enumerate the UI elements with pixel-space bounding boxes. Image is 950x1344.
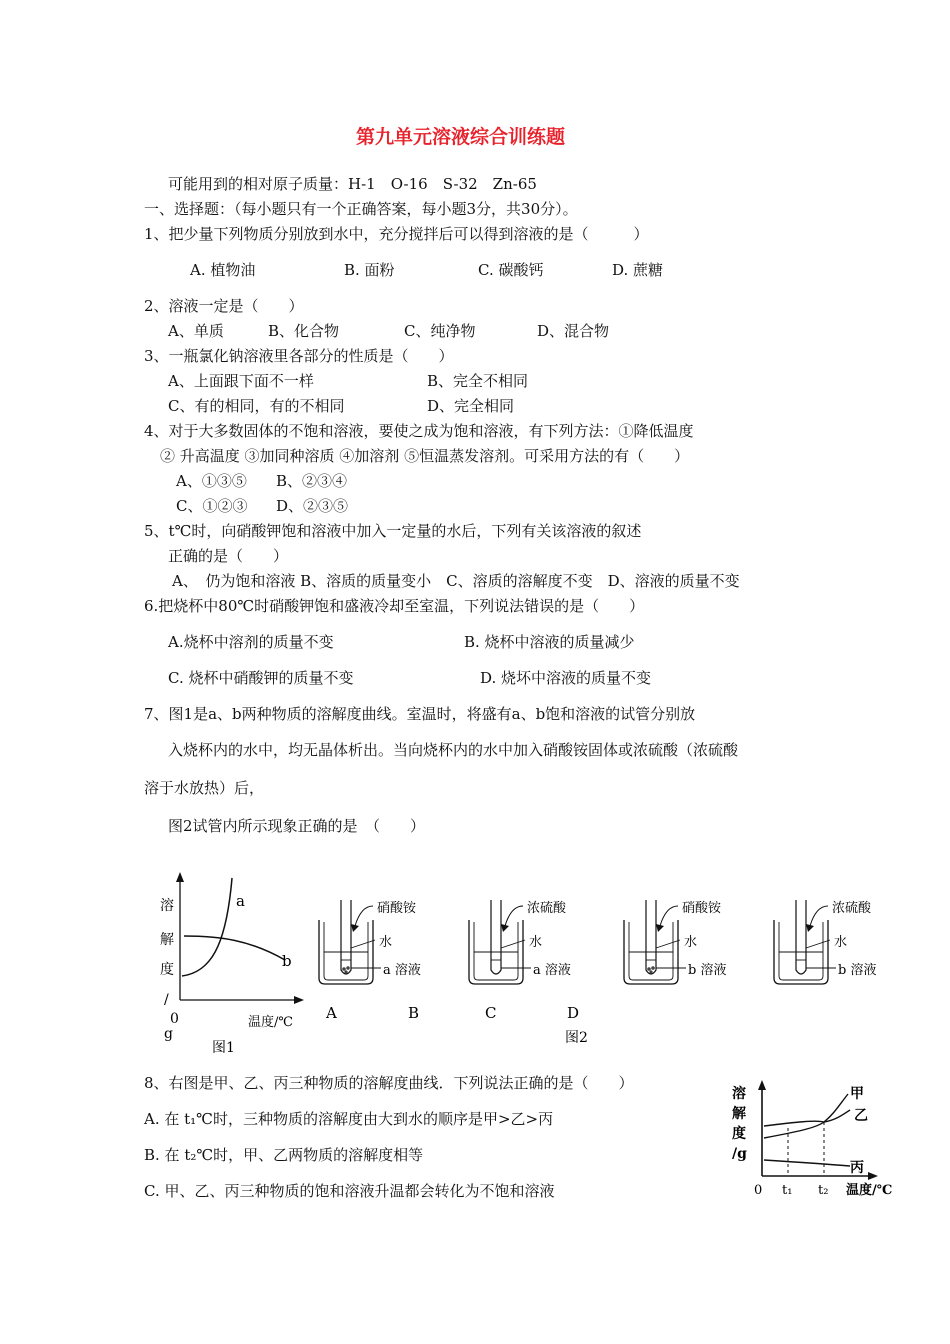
q1-option-a: A. 植物油 [190, 261, 256, 279]
option-letter-4: D [567, 1004, 580, 1022]
curve-b-label: b [282, 952, 292, 970]
pour-arrow-2 [505, 906, 523, 926]
test-tube-4 [796, 900, 806, 974]
fig3-label-yi: 乙 [854, 1108, 868, 1124]
q6-option-c: C. 烧杯中硝酸钾的质量不变 [168, 669, 354, 687]
q1-option-d: D. 蔗糖 [612, 261, 664, 279]
water-pointer-3 [656, 940, 680, 948]
pour-arrowhead-2 [501, 924, 509, 932]
solution-label-2: a 溶液 [533, 963, 571, 978]
test-tube-1 [341, 900, 351, 974]
q4-stem-line1: 4、对于大多数固体的不饱和溶液，要使之成为饱和溶液，有下列方法：①降低温度 [144, 422, 694, 440]
q2-option-c: C、纯净物 [404, 322, 476, 340]
q6-option-d: D. 烧坏中溶液的质量不变 [480, 669, 652, 687]
curve-b [184, 936, 285, 960]
q7-line1: 7、图1是a、b两种物质的溶解度曲线。室温时，将盛有a、b饱和溶液的试管分别放 [144, 705, 696, 723]
water-pointer-1 [351, 940, 375, 948]
test-tube-3 [646, 900, 656, 974]
pour-arrowhead-4 [806, 924, 814, 932]
q2-option-a: A、单质 [168, 322, 224, 340]
curve-a [182, 878, 232, 976]
pour-arrowhead-1 [351, 924, 359, 932]
fig3-ylabel-2: 解 [732, 1106, 746, 1122]
water-pointer-2 [501, 940, 525, 948]
q7-line4: 图2试管内所示现象正确的是 （ ） [168, 817, 426, 835]
q6-stem: 6.把烧杯中80℃时硝酸钾饱和盛液冷却至室温，下列说法错误的是（ ） [144, 597, 645, 615]
q4-option-d: D、②③⑤ [276, 497, 349, 515]
fig3-origin: 0 [754, 1183, 763, 1198]
reagent-label-3: 硝酸铵 [682, 901, 722, 916]
q6-option-a: A.烧杯中溶剂的质量不变 [168, 633, 334, 651]
q2-option-d: D、混合物 [537, 322, 610, 340]
q8-option-a: A. 在 t₁℃时，三种物质的溶解度由大到水的顺序是甲>乙>丙 [144, 1110, 554, 1128]
water-label-4: 水 [834, 935, 848, 950]
q8-stem: 8、右图是甲、乙、丙三种物质的溶解度曲线．下列说法正确的是（ ） [144, 1074, 634, 1092]
pour-arrow-3 [660, 906, 678, 926]
q4-option-c: C、①②③ [176, 497, 248, 515]
water-label-1: 水 [379, 935, 393, 950]
q6-option-b: B. 烧杯中溶液的质量减少 [464, 633, 635, 651]
fig3-t2: t₂ [818, 1183, 829, 1198]
section-heading: 一、选择题：（每小题只有一个正确答案，每小题3分，共30分）。 [144, 200, 578, 218]
q4-option-b: B、②③④ [276, 472, 348, 490]
fig3-ylabel-1: 溶 [732, 1086, 746, 1102]
crystal-1-b [346, 966, 350, 970]
solution-label-4: b 溶液 [838, 963, 877, 978]
q3-option-a: A、上面跟下面不一样 [168, 372, 314, 390]
pour-arrow-1 [355, 906, 373, 926]
q5-stem-line1: 5、t℃时，向硝酸钾饱和溶液中加入一定量的水后，下列有关该溶液的叙述 [144, 522, 642, 540]
figure-2-beakers [315, 892, 895, 1052]
y-label-4: / [164, 992, 169, 1008]
reagent-label-4: 浓硫酸 [832, 901, 872, 916]
crystal-3-a [647, 967, 651, 971]
y-label-3: 度 [160, 962, 174, 978]
q1-option-c: C. 碳酸钙 [478, 261, 544, 279]
figure-3-solubility-chart [726, 1076, 910, 1200]
figure-2-caption: 图2 [565, 1030, 588, 1046]
reagent-label-1: 硝酸铵 [377, 901, 417, 916]
fig3-ylabel-3: 度 [732, 1126, 746, 1142]
page-title: 第九单元溶液综合训练题 [356, 126, 566, 148]
q8-option-b: B. 在 t₂℃时，甲、乙两物质的溶解度相等 [144, 1146, 424, 1164]
origin-label: 0 [170, 1011, 179, 1027]
water-label-2: 水 [529, 935, 543, 950]
q2-option-b: B、化合物 [268, 322, 340, 340]
fig3-label-bing: 丙 [850, 1160, 864, 1176]
curve-a-label: a [236, 892, 245, 910]
y-label-2: 解 [160, 932, 174, 948]
beaker-inner-2 [474, 922, 518, 980]
q5-stem-line2: 正确的是（ ） [168, 547, 289, 565]
fig3-xlabel: 温度/℃ [846, 1183, 893, 1198]
figure-1-solubility-chart [150, 868, 310, 1058]
q1-option-b: B. 面粉 [344, 261, 395, 279]
option-letter-3: C [485, 1004, 497, 1022]
pour-arrowhead-3 [656, 924, 664, 932]
fig3-label-jia: 甲 [850, 1086, 864, 1102]
x-axis-label: 温度/℃ [248, 1015, 293, 1030]
option-letter-1: A [326, 1004, 337, 1022]
figure-1-caption: 图1 [212, 1040, 235, 1056]
q3-option-b: B、完全不相同 [427, 372, 529, 390]
q4-option-a: A、①③⑤ [176, 472, 247, 490]
test-tube-2 [491, 900, 501, 974]
pour-arrow-4 [810, 906, 828, 926]
solution-label-3: b 溶液 [688, 963, 727, 978]
y-label-1: 溶 [160, 898, 174, 914]
crystal-1-c [344, 970, 347, 973]
q8-option-c: C. 甲、乙、丙三种物质的饱和溶液升温都会转化为不饱和溶液 [144, 1182, 555, 1200]
q1-stem: 1、把少量下列物质分别放到水中，充分搅拌后可以得到溶液的是（ ） [144, 225, 649, 243]
q5-options: A、 仍为饱和溶液 B、溶质的质量变小 C、溶质的溶解度不变 D、溶液的质量不变 [172, 572, 740, 590]
y-label-5: g [164, 1026, 173, 1042]
crystal-3-b [651, 966, 655, 970]
q7-line3: 溶于水放热）后， [144, 779, 265, 797]
crystal-3-c [649, 970, 652, 973]
option-letter-2: B [408, 1004, 420, 1022]
fig3-ylabel-4: /g [732, 1146, 747, 1162]
fig3-t1: t₁ [782, 1183, 793, 1198]
q4-stem-line2: ② 升高温度 ③加同种溶质 ④加溶剂 ⑤恒温蒸发溶剂。可采用方法的有（ ） [160, 447, 690, 465]
crystal-1-a [342, 967, 346, 971]
q2-stem: 2、溶液一定是（ ） [144, 297, 304, 315]
water-pointer-4 [806, 940, 830, 948]
q3-option-d: D、完全相同 [427, 397, 515, 415]
q3-stem: 3、一瓶氯化钠溶液里各部分的性质是（ ） [144, 347, 454, 365]
q7-line2: 入烧杯内的水中，均无晶体析出。当向烧杯内的水中加入硝酸铵固体或浓硫酸（浓硫酸 [168, 741, 739, 759]
solution-label-1: a 溶液 [383, 963, 421, 978]
atomic-masses: 可能用到的相对原子质量：H-1 O-16 S-32 Zn-65 [168, 175, 537, 193]
reagent-label-2: 浓硫酸 [527, 901, 567, 916]
beaker-inner-4 [779, 922, 823, 980]
q3-option-c: C、有的相同，有的不相同 [168, 397, 345, 415]
water-label-3: 水 [684, 935, 698, 950]
